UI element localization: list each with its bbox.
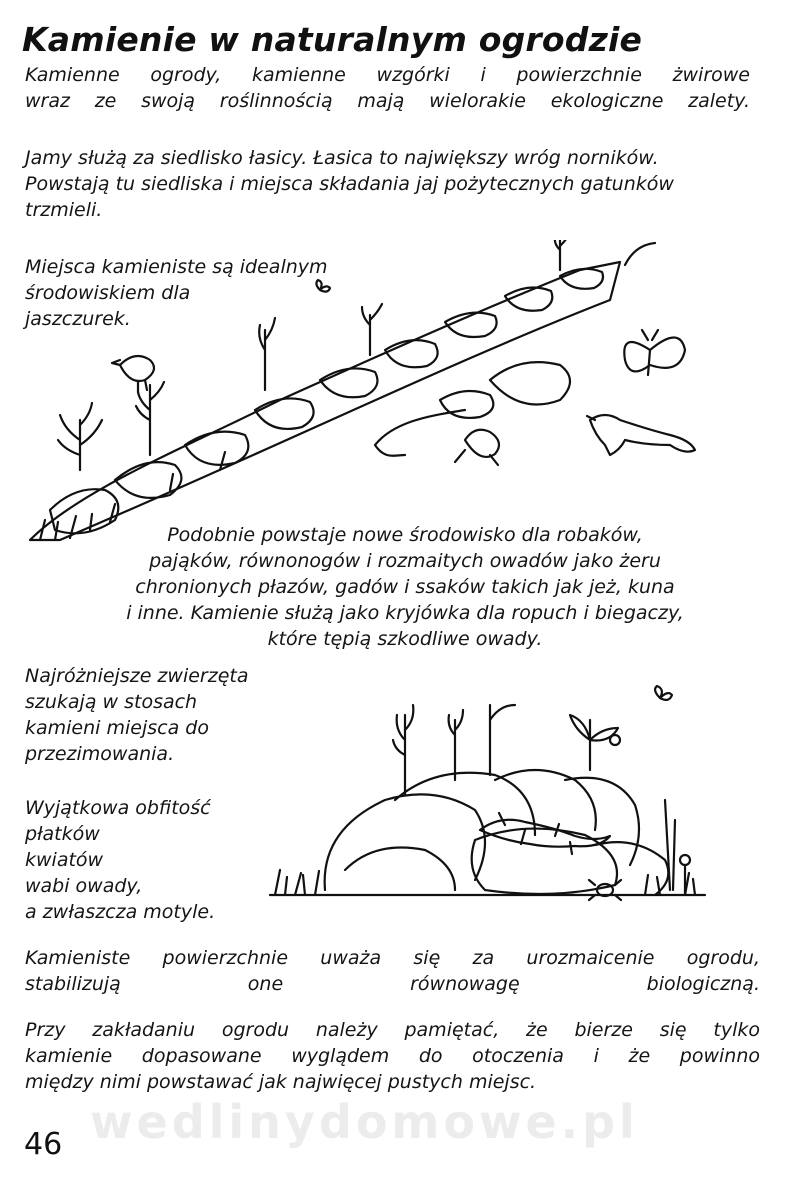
text-line: Podobnie powstaje nowe środowisko dla robaków, <box>167 524 643 546</box>
text-line: Przy zakładaniu ogrodu należy pamiętać, że bierze się tylko <box>25 1019 760 1041</box>
text-line: Wyjątkowa obfitość <box>25 797 211 819</box>
text-line: chronionych płazów, gadów i ssaków takich jak jeż, kuna <box>135 576 675 598</box>
text-line: przezimowania. <box>25 743 175 765</box>
text-line: stabilizują one równowagę biologiczną. <box>25 973 760 995</box>
text-line: Miejsca kamieniste są idealnym <box>25 256 328 278</box>
watermark: wedlinydomowe.pl <box>90 1095 639 1149</box>
text-line: Najróżniejsze zwierzęta <box>25 665 249 687</box>
stone-mound-illustration <box>265 680 715 920</box>
text-line: kamieni miejsca do <box>25 717 209 739</box>
text-line: wraz ze swoją roślinnością mają wielorakie ekologiczne zalety. <box>25 90 750 112</box>
text-line: kwiatów <box>25 849 104 871</box>
paragraph-podobnie <box>60 522 750 652</box>
text-line: między nimi powstawać jak najwięcej pustych miejsc. <box>25 1071 537 1093</box>
text-line: i inne. Kamienie służą jako kryjówka dla ropuch i biegaczy, <box>126 602 684 624</box>
text-line: Powstają tu siedliska i miejsca składania jaj pożytecznych gatunków <box>25 173 674 195</box>
text-line: które tępią szkodliwe owady. <box>267 628 543 650</box>
paragraph-jamy <box>25 145 755 223</box>
text-line: płatków <box>25 823 100 845</box>
text-line: środowiskiem dla <box>25 282 191 304</box>
stone-wall-illustration <box>20 240 700 560</box>
text-line: wabi owady, <box>25 875 143 897</box>
text-line: a zwłaszcza motyle. <box>25 901 216 923</box>
text-line: pająków, równonogów i rozmaitych owadów jako żeru <box>149 550 661 572</box>
text-line: Jamy służą za siedlisko łasicy. Łasica to największy wróg norników. <box>25 147 659 169</box>
paragraph-przy <box>25 1017 760 1095</box>
text-line: trzmieli. <box>25 199 103 221</box>
paragraph-najrozniejsze <box>25 663 285 767</box>
page-number: 46 <box>24 1127 63 1162</box>
text-line: szukają w stosach <box>25 691 198 713</box>
text-line: kamienie dopasowane wyglądem do otoczenia i że powinno <box>25 1045 760 1067</box>
paragraph-kamieniste <box>25 945 760 997</box>
paragraph-wyjatkowa <box>25 795 265 925</box>
page-title: Kamienie w naturalnym ogrodzie <box>22 20 643 59</box>
text-line: Kamienne ogrody, kamienne wzgórki i powierzchnie żwirowe <box>25 64 750 86</box>
paragraph-intro <box>25 62 750 114</box>
text-line: Kamieniste powierzchnie uważa się za urozmaicenie ogrodu, <box>25 947 760 969</box>
text-line: jaszczurek. <box>25 308 131 330</box>
